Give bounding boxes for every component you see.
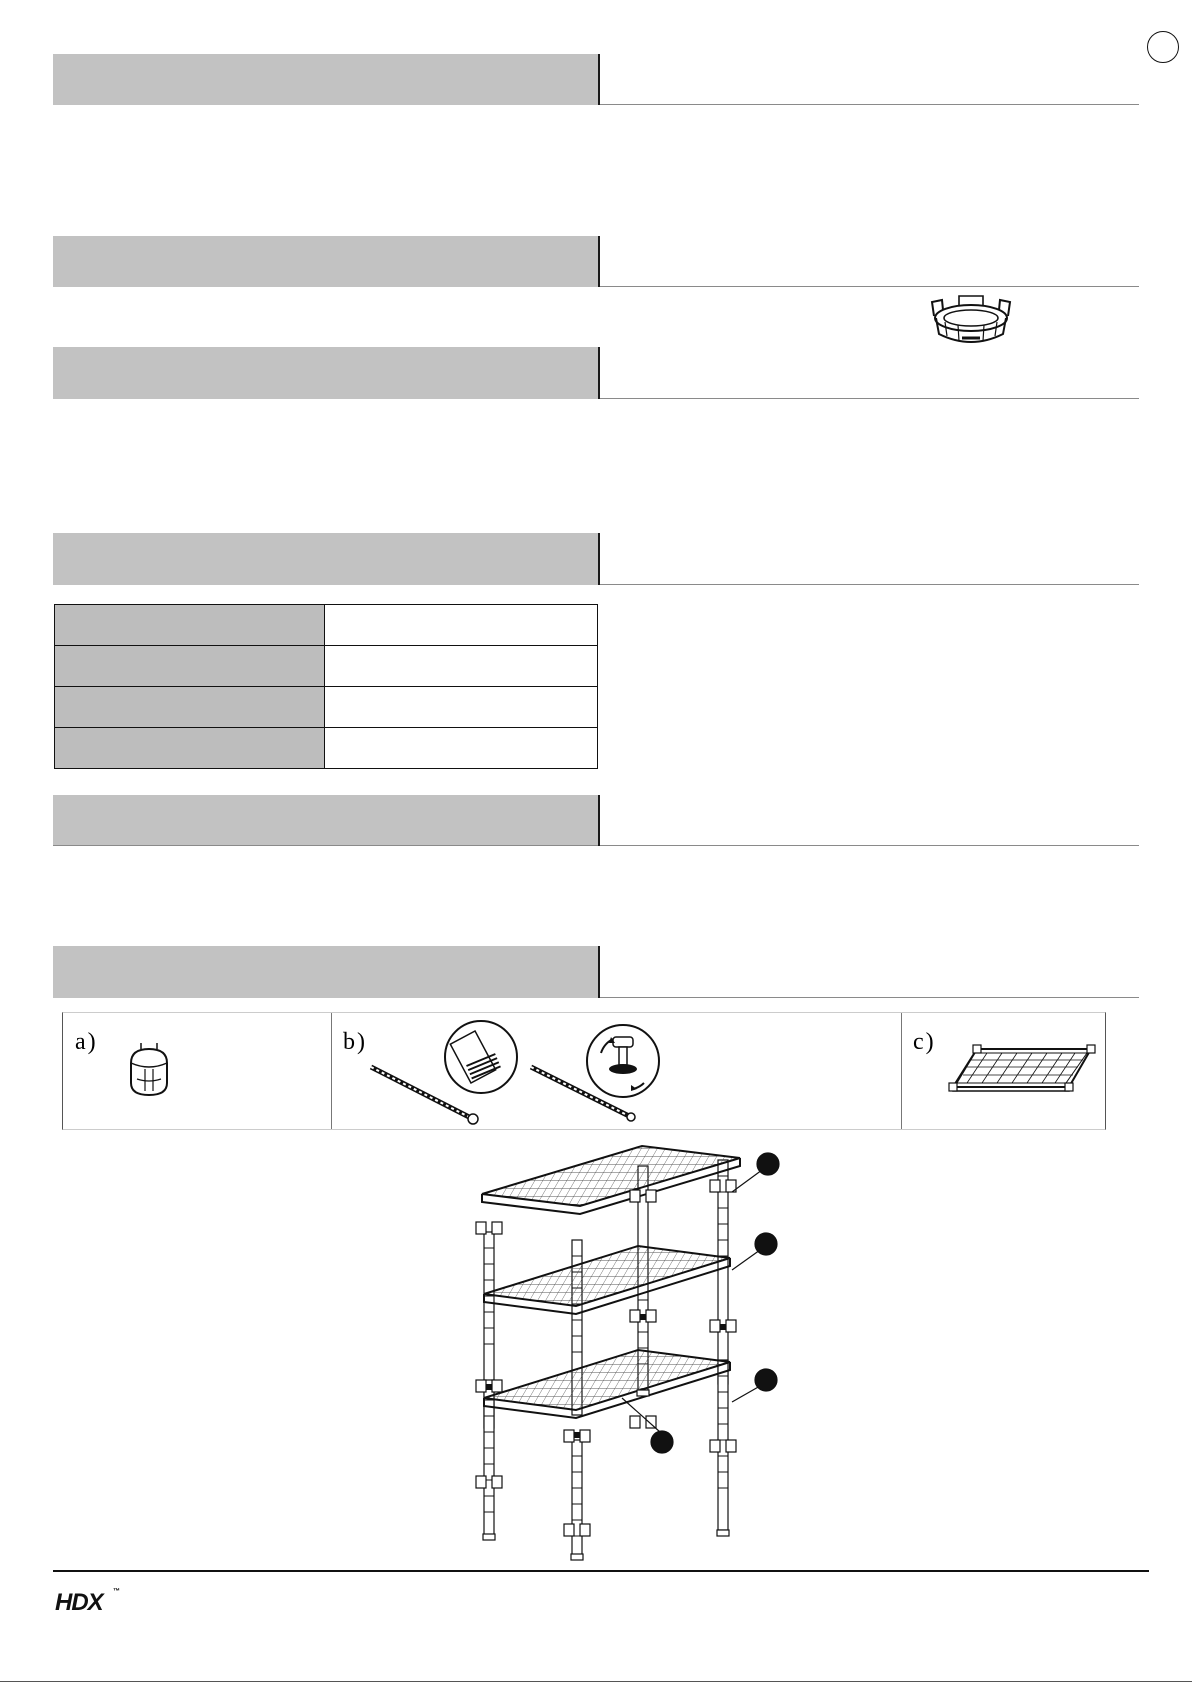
section-rule-2 <box>600 286 1139 287</box>
spec-value-cell <box>325 687 598 728</box>
spec-value-cell <box>325 728 598 769</box>
part-label-b: b) <box>343 1029 367 1055</box>
section-rule-6 <box>600 997 1139 998</box>
parts-list <box>62 1012 1106 1130</box>
spec-key-cell <box>55 605 325 646</box>
section-header-bar-5 <box>53 795 598 846</box>
section-rule-4 <box>600 584 1139 585</box>
part-label-c: c) <box>913 1029 936 1055</box>
spec-key-cell <box>55 728 325 769</box>
spec-key-cell <box>55 687 325 728</box>
spec-row <box>55 687 598 728</box>
section-rule-3 <box>600 398 1139 399</box>
section-header-bar-1 <box>53 54 598 105</box>
section-header-bar-4 <box>53 533 598 585</box>
section-header-bar-6 <box>53 946 598 998</box>
wire-shelf-icon <box>947 1039 1097 1099</box>
section-rule-1 <box>600 104 1139 105</box>
shelving-assembly-diagram <box>462 1140 802 1564</box>
page-marker-circle <box>1147 31 1179 63</box>
part-label-a: a) <box>75 1029 98 1055</box>
brand-trademark: ™ <box>113 1588 120 1595</box>
spec-row <box>55 605 598 646</box>
spec-value-cell <box>325 605 598 646</box>
part-box-b <box>331 1013 902 1129</box>
spec-value-cell <box>325 646 598 687</box>
spec-row <box>55 646 598 687</box>
post-with-leveler-icon <box>361 1019 891 1127</box>
shelf-clip-icon <box>119 1041 179 1101</box>
section-header-bar-2 <box>53 236 598 287</box>
spec-key-cell <box>55 646 325 687</box>
footer-rule <box>53 1570 1149 1572</box>
section-rule-5-left <box>53 845 598 846</box>
section-header-bar-3 <box>53 347 598 399</box>
brand-logo: HDX <box>55 1589 103 1616</box>
specification-table <box>54 604 598 769</box>
section-rule-5 <box>600 845 1139 846</box>
spec-row <box>55 728 598 769</box>
part-box-c <box>901 1013 1105 1129</box>
clip-ring-icon <box>928 294 1014 348</box>
part-box-a <box>63 1013 332 1129</box>
page-bottom-line <box>0 1681 1192 1682</box>
